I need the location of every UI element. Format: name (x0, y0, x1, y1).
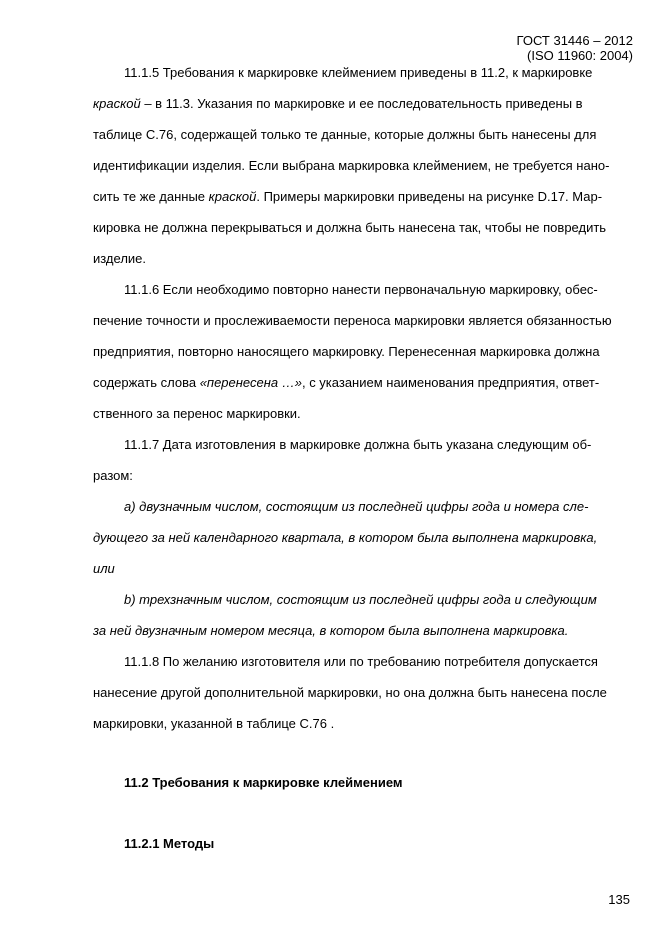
list-item-a-line: a) двузначным числом, состоящим из последней цифры года и номера сле- (124, 499, 589, 514)
para-11-1-5-line (93, 96, 583, 112)
para-11-1-5-line: изделие. (93, 251, 147, 266)
para-11-1-7-line: разом: (93, 468, 133, 483)
para-11-1-8-line: нанесение другой дополнительной маркировки, но она должна быть нанесена после (93, 685, 607, 700)
para-11-1-5-line: кировка не должна перекрываться и должна быть нанесена так, чтобы не повредить (93, 220, 607, 235)
header-iso-reference: (ISO 11960: 2004) (527, 48, 633, 63)
text-span: . Примеры маркировки приведены на рисунке D.17. Мар- (256, 189, 603, 204)
page-number: 135 (608, 892, 630, 907)
text-span: – в 11.3. Указания по маркировке и ее последовательность приведены в (140, 96, 583, 111)
para-11-1-8-line: маркировки, указанной в таблице С.76 . (93, 716, 335, 731)
para-11-1-7-line: 11.1.7 Дата изготовления в маркировке должна быть указана следующим об- (124, 437, 592, 452)
para-11-1-5-line: идентификации изделия. Если выбрана маркировка клеймением, не требуется нано- (93, 158, 610, 173)
header-standard-number: ГОСТ 31446 – 2012 (516, 33, 633, 48)
text-span: содержать слова (93, 375, 200, 390)
italic-term: краской (93, 96, 141, 111)
para-11-1-5-line: 11.1.5 Требования к маркировке клеймением приведены в 11.2, к маркировке (124, 65, 593, 80)
italic-quote: «перенесена …» (199, 375, 302, 390)
para-11-1-6-line: печение точности и прослеживаемости переноса маркировки является обязанностью (93, 313, 612, 328)
section-heading-11-2-1: 11.2.1 Методы (124, 836, 215, 851)
para-11-1-8-line: 11.1.8 По желанию изготовителя или по требованию потребителя допускается (124, 654, 598, 669)
text-span: сить те же данные (93, 189, 209, 204)
para-11-1-5-line (93, 189, 602, 205)
section-heading-11-2: 11.2 Требования к маркировке клеймением (124, 775, 403, 790)
para-11-1-6-line (93, 375, 599, 391)
list-item-a-line: дующего за ней календарного квартала, в котором была выполнена маркировка, (93, 530, 598, 545)
list-item-b-line: за ней двузначным номером месяца, в котором была выполнена маркировка. (93, 623, 569, 638)
para-11-1-5-line: таблице С.76, содержащей только те данные, которые должны быть нанесены для (93, 127, 597, 142)
italic-term: краской (208, 189, 257, 204)
para-11-1-6-line: предприятия, повторно наносящего маркировку. Перенесенная маркировка должна (93, 344, 600, 359)
para-11-1-6-line: ственного за перенос маркировки. (93, 406, 301, 421)
list-item-a-line: или (93, 561, 115, 576)
text-span: , с указанием наименования предприятия, ответ- (301, 375, 600, 390)
para-11-1-6-line: 11.1.6 Если необходимо повторно нанести первоначальную маркировку, обес- (124, 282, 598, 297)
list-item-b-line: b) трехзначным числом, состоящим из последней цифры года и следующим (124, 592, 597, 607)
